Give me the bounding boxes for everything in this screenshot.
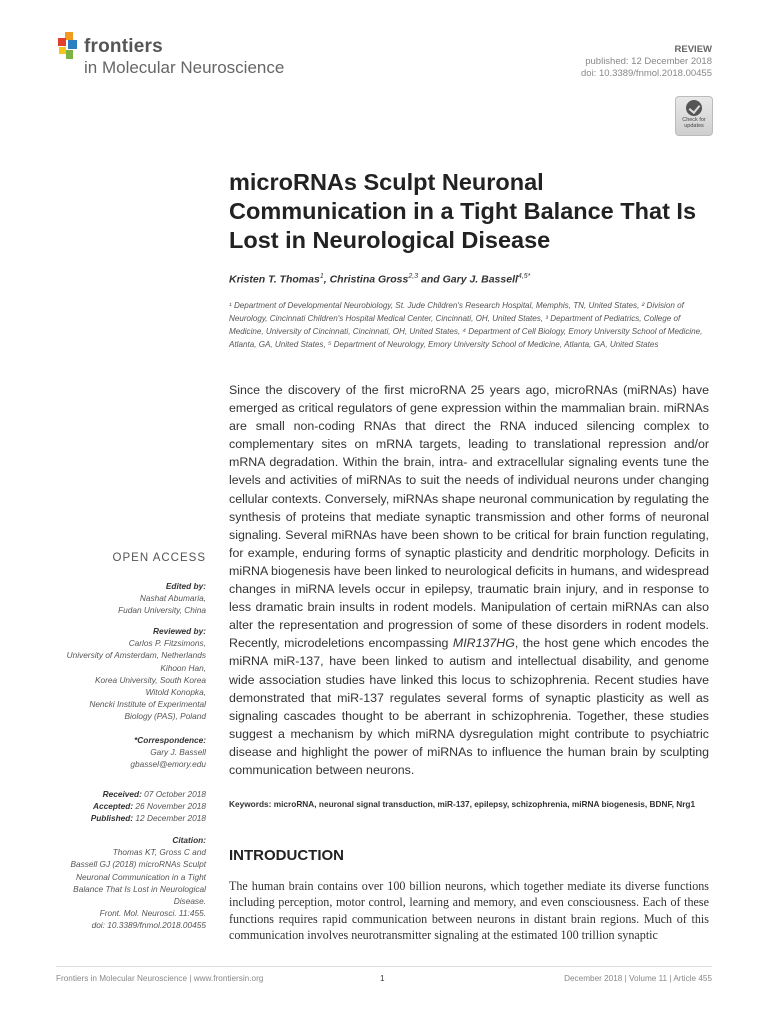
received-date [56, 788, 206, 800]
citation-line: Bassell GJ (2018) microRNAs Sculpt [70, 859, 206, 870]
open-access-label: OPEN ACCESS [112, 552, 206, 564]
check-for-updates-label: Check for updates [682, 117, 706, 129]
citation-line: Front. Mol. Neurosci. 11:455. [99, 908, 206, 919]
article-title: microRNAs Sculpt Neuronal Communication in a Tight Balance That Is Lost in Neurological Disease [229, 169, 697, 253]
author-separator: and [418, 273, 443, 286]
abstract-text: Since the discovery of the first microRNA 25 years ago, microRNAs (miRNAs) have emerged as critical regulators of gene expression within the mammalian brain. miRNAs are small non-coding RNAs that direct the RNA induced silencing complex to complementary sites on mRNA targets, leading to translational repression and/or mRNA degradation. Within the brain, intra- and extracellular signaling events tune the levels and activities of miRNAs to suit the needs of individual neurons under changing cellular contexts. Conversely, miRNAs shape neuronal communication by regulating the synthesis of proteins that mediate synaptic transmission and other forms of neuronal signaling. Several miRNAs have been shown to be critical for brain function regulating, for example, enduring forms of synaptic plasticity and dendritic morphology. Deficits in miRNA biogenesis have been linked to neurological deficits in humans, and widespread changes in miRNA levels occur in epilepsy, traumatic brain injury, and in response to less dramatic brain insults in rodent models. Manipulation of certain miRNAs can also alter the representation and progression of some of these disorders in rodent models. Recently, microdeletions encompassing [229, 383, 709, 651]
accepted-label: Accepted: [93, 801, 134, 812]
author-list [229, 273, 709, 286]
citation-label: Citation: [172, 835, 206, 845]
abstract-text: , the host gene which encodes the miRNA miR-137, have been linked to autism and intellectual disability, and genome wide association studies have linked this locus to schizophrenia. Recent studies have demonstrated that miR-137 regulates several forms of synaptic plasticity as well as signaling cascades thought to be aberrant in schizophrenia. Together, these studies suggest a mechanism by which miRNA dysregulation might contribute to psychiatric disease and highlight the power of miRNAs to influence the human brain by sculpting communication between neurons. [229, 636, 710, 777]
correspondence-name: Gary J. Bassell [150, 747, 206, 758]
keywords-label: Keywords: [229, 799, 272, 809]
correspondence-email[interactable]: gbassel@emory.edu [130, 759, 206, 770]
correspondence-label: *Correspondence: [134, 735, 206, 745]
editor-name: Nashat Abumaria, [139, 593, 206, 604]
gene-name: MIR137HG [452, 636, 515, 651]
journal-logo [56, 32, 316, 82]
frontiers-logo-icon [56, 32, 82, 62]
footer-divider [56, 966, 712, 967]
author-name[interactable]: Gary J. Bassell [442, 273, 518, 286]
received-value: 07 October 2018 [141, 789, 206, 799]
accepted-date [56, 800, 206, 812]
introduction-text: The human brain contains over 100 billion neurons, which together mediate its diverse functions including perception, motor control, learning and memory, and even consciousness. Each of these functions requires rapid communication between neurons in distant brain regions. Much of this communication involves neurotransmitter signaling at the estimated 100 trillion synaptic [229, 879, 709, 942]
author-affiliation-sup: 1 [319, 273, 324, 280]
keywords-list: microRNA, neuronal signal transduction, miR-137, epilepsy, schizophrenia, miRNA biogenesis, BDNF, Nrg1 [271, 799, 696, 809]
footer-journal[interactable]: Frontiers in Molecular Neuroscience | www.frontiersin.org [56, 974, 264, 983]
affiliations: ¹ Department of Developmental Neurobiology, St. Jude Children's Research Hospital, Memphis, TN, United States, ² Division of Neurology, Cincinnati Children's Hospital Medical Center, Cincinnati, OH, United States, ³ Department of Pediatrics, College of Medicine, University of Cincinnati, Cincinnati, OH, United States, ⁴ Department of Cell Biology, Emory University School of Medicine, Atlanta, GA, United States, ⁵ Department of Neurology, Emory University School of Medicine, Atlanta, GA, United States [229, 301, 703, 349]
reviewer-line: Witold Konopka, [145, 687, 206, 698]
author-separator: , [323, 273, 330, 286]
footer-volume: December 2018 | Volume 11 | Article 455 [564, 974, 712, 983]
edited-by-block [56, 580, 206, 617]
edited-by-label: Edited by: [165, 581, 206, 591]
received-label: Received: [102, 789, 142, 799]
accepted-value: 26 November 2018 [133, 801, 206, 812]
citation-line[interactable]: doi: 10.3389/fnmol.2018.00455 [91, 920, 206, 931]
published-value: 12 December 2018 [133, 813, 206, 824]
author-name[interactable]: Kristen T. Thomas [229, 273, 320, 286]
article-type: REVIEW [674, 44, 712, 55]
brand-name: frontiers [84, 36, 163, 57]
author-affiliation-sup: 4,5* [517, 273, 531, 280]
reviewed-by-block [56, 625, 206, 723]
citation-line: Balance That Is Lost in Neurological [73, 883, 206, 894]
check-for-updates-button[interactable] [675, 96, 713, 136]
keywords [229, 798, 713, 811]
page-number: 1 [380, 974, 385, 983]
author-name[interactable]: Christina Gross [329, 273, 409, 286]
check-icon [686, 100, 702, 116]
correspondence-block [56, 734, 206, 771]
dates-block [56, 788, 206, 825]
article-meta [581, 44, 712, 80]
citation-block [56, 834, 206, 932]
published-label: Published: [90, 813, 134, 824]
journal-name: in Molecular Neuroscience [84, 58, 285, 77]
published-date: published: 12 December 2018 [585, 56, 712, 67]
published-date-side [56, 812, 206, 824]
reviewer-line: Carlos P. Fitzsimons, [128, 638, 206, 649]
reviewer-line: University of Amsterdam, Netherlands [66, 650, 206, 661]
article-doi[interactable]: doi: 10.3389/fnmol.2018.00455 [581, 68, 712, 79]
citation-line: Neuronal Communication in a Tight [76, 871, 206, 882]
reviewer-line: Kihoon Han, [160, 662, 206, 673]
section-heading-introduction: INTRODUCTION [229, 847, 344, 864]
reviewer-line: Nencki Institute of Experimental [89, 699, 206, 710]
abstract [229, 381, 709, 779]
reviewed-by-label: Reviewed by: [152, 626, 206, 636]
citation-line: Disease. [173, 896, 206, 907]
reviewer-line: Korea University, South Korea [95, 674, 206, 685]
reviewer-line: Biology (PAS), Poland [124, 711, 206, 722]
editor-affiliation: Fudan University, China [118, 605, 206, 616]
author-affiliation-sup: 2,3 [408, 273, 419, 280]
citation-line: Thomas KT, Gross C and [112, 847, 206, 858]
